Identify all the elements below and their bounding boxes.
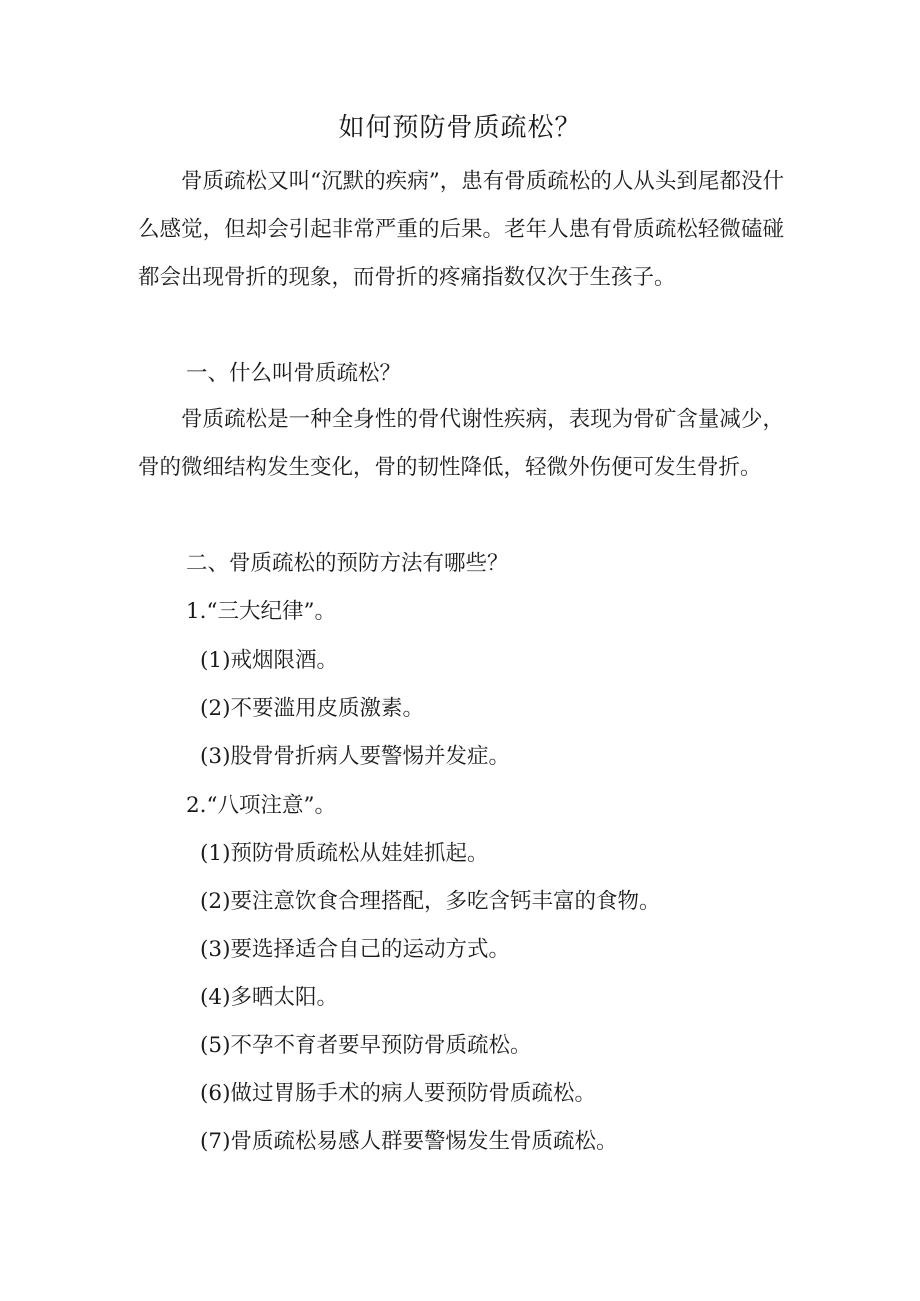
list-item: (4)多晒太阳。 (200, 985, 338, 1010)
intro-paragraph: 骨质疏松又叫“沉默的疾病”，患有骨质疏松的人从头到尾都没什么感觉，但却会引起非常严重的后果。老年人患有骨质疏松轻微磕碰都会出现骨折的现象，而骨折的疼痛指数仅次于生孩子。 (138, 169, 784, 290)
list-item: (3)要选择适合自己的运动方式。 (200, 937, 510, 962)
page-title: 如何预防骨质疏松？ (338, 113, 582, 143)
list-item: (7)骨质疏松易感人群要警惕发生骨质疏松。 (200, 1129, 618, 1154)
list-item: (1)预防骨质疏松从娃娃抓起。 (200, 841, 489, 866)
section-1-body: 骨质疏松是一种全身性的骨代谢性疾病，表现为骨矿含量减少，骨的微细结构发生变化，骨的韧性降低，轻微外伤便可发生骨折。 (138, 407, 784, 480)
list-item: (3)股骨骨折病人要警惕并发症。 (200, 744, 510, 769)
section-1-heading: 一、什么叫骨质疏松？ (186, 361, 402, 386)
part-1-heading: 1.“三大纪律”。 (186, 599, 336, 624)
list-item: (1)戒烟限酒。 (200, 648, 338, 673)
list-item: (5)不孕不育者要早预防骨质疏松。 (200, 1033, 532, 1058)
list-item: (2)不要滥用皮质激素。 (200, 696, 424, 721)
list-item: (2)要注意饮食合理搭配，多吃含钙丰富的食物。 (200, 889, 661, 914)
list-item: (6)做过胃肠手术的病人要预防骨质疏松。 (200, 1081, 596, 1106)
part-2-heading: 2.“八项注意”。 (186, 793, 336, 818)
section-2-heading: 二、骨质疏松的预防方法有哪些？ (186, 551, 509, 576)
